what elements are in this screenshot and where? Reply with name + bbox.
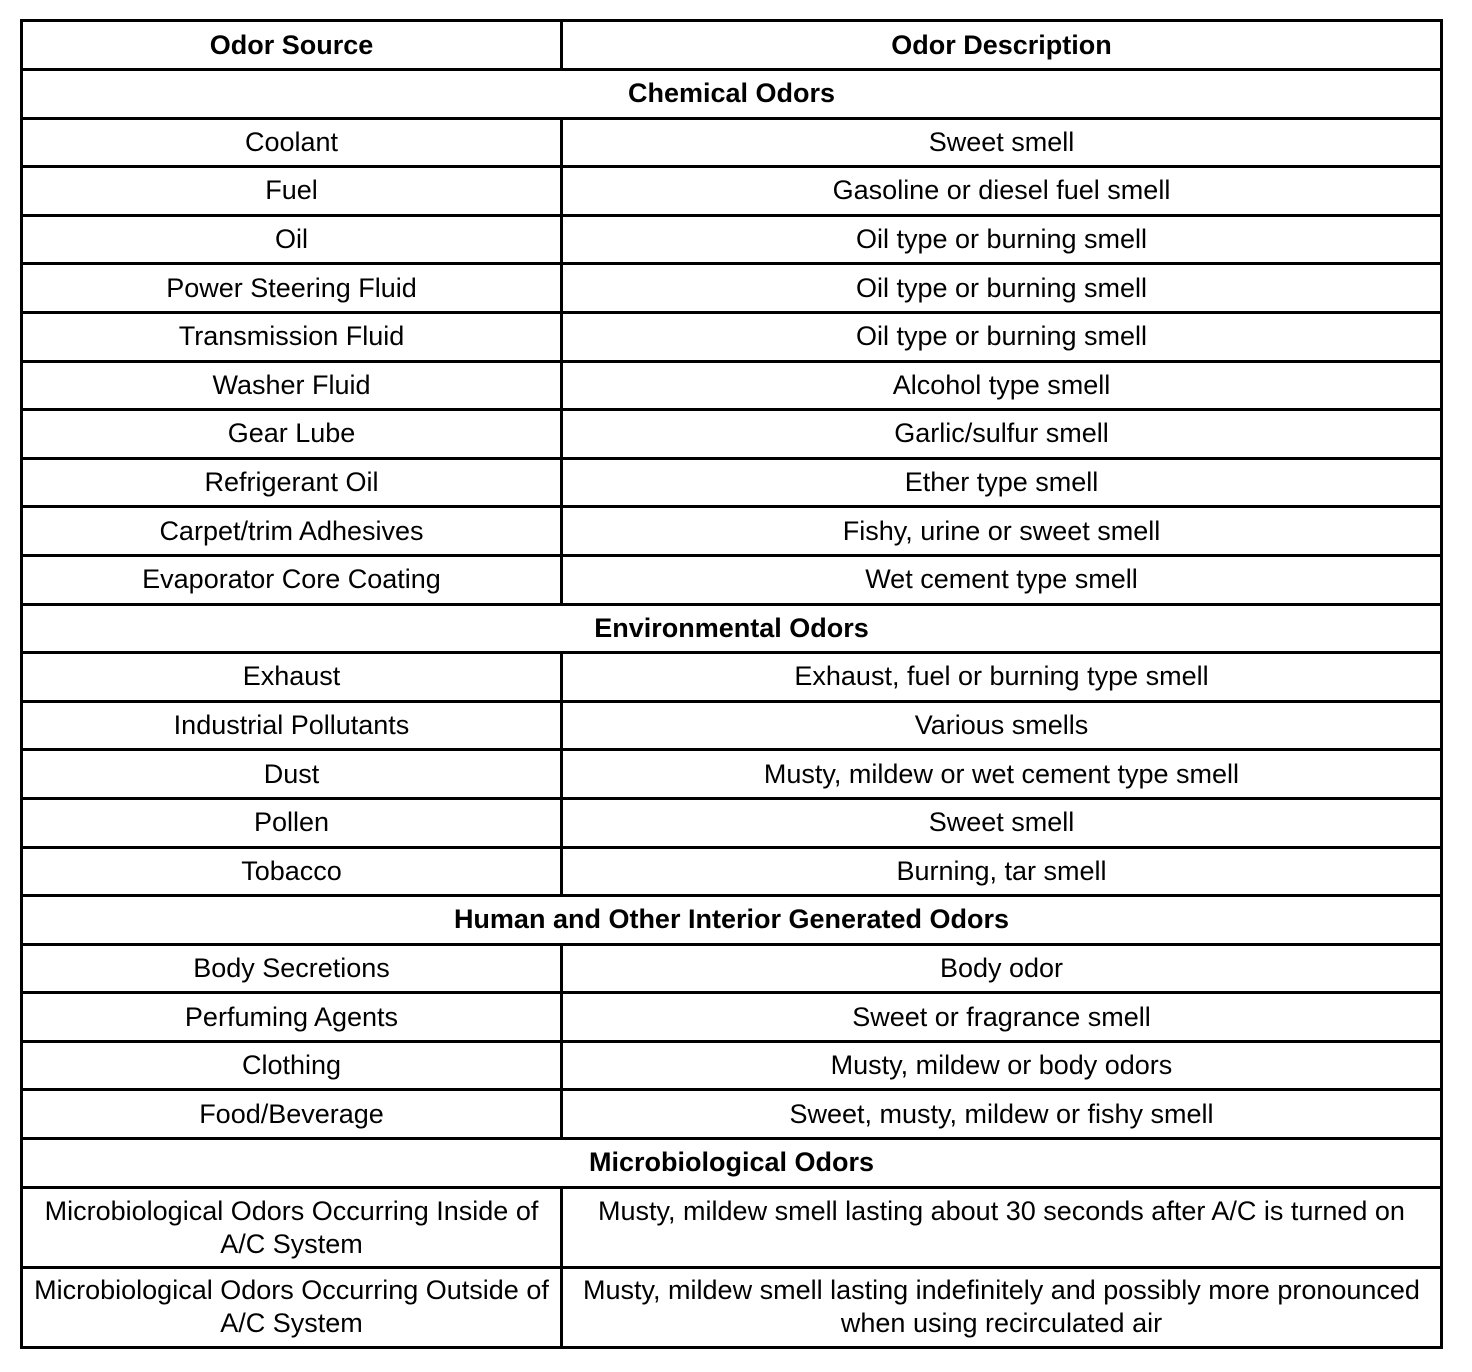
odor-source-cell: Carpet/trim Adhesives (22, 507, 562, 556)
table-row (22, 701, 1442, 750)
section-row (22, 896, 1442, 945)
section-title-environmental-odors: Environmental Odors (22, 604, 1442, 653)
odor-table (20, 19, 1443, 1349)
odor-description-cell: Gasoline or diesel fuel smell (562, 167, 1442, 216)
odor-source-cell: Pollen (22, 798, 562, 847)
section-title-chemical-odors: Chemical Odors (22, 70, 1442, 119)
table-row (22, 507, 1442, 556)
odor-description-cell: Musty, mildew or wet cement type smell (562, 750, 1442, 799)
odor-table-container (20, 19, 1440, 1349)
odor-description-cell: Body odor (562, 944, 1442, 993)
odor-source-cell: Dust (22, 750, 562, 799)
section-row (22, 1139, 1442, 1188)
odor-description-cell: Various smells (562, 701, 1442, 750)
odor-description-cell: Sweet smell (562, 118, 1442, 167)
odor-source-cell: Gear Lube (22, 410, 562, 459)
section-title-human-interior-odors: Human and Other Interior Generated Odors (22, 896, 1442, 945)
odor-source-cell: Exhaust (22, 653, 562, 702)
table-row (22, 1267, 1442, 1347)
table-row (22, 118, 1442, 167)
odor-source-cell: Washer Fluid (22, 361, 562, 410)
odor-description-cell: Oil type or burning smell (562, 215, 1442, 264)
odor-source-cell: Transmission Fluid (22, 312, 562, 361)
odor-source-cell: Microbiological Odors Occurring Inside of A/C System (22, 1187, 562, 1267)
header-row (22, 21, 1442, 70)
table-row (22, 361, 1442, 410)
odor-source-cell: Evaporator Core Coating (22, 555, 562, 604)
table-row (22, 555, 1442, 604)
table-row (22, 215, 1442, 264)
table-row (22, 993, 1442, 1042)
odor-description-cell: Burning, tar smell (562, 847, 1442, 896)
odor-description-cell: Musty, mildew smell lasting indefinitely and possibly more pronounced when using recirculated air (562, 1267, 1442, 1347)
section-row (22, 604, 1442, 653)
odor-source-cell: Refrigerant Oil (22, 458, 562, 507)
table-row (22, 1187, 1442, 1267)
odor-source-cell: Oil (22, 215, 562, 264)
odor-description-cell: Exhaust, fuel or burning type smell (562, 653, 1442, 702)
table-row (22, 847, 1442, 896)
table-row (22, 410, 1442, 459)
odor-description-cell: Sweet, musty, mildew or fishy smell (562, 1090, 1442, 1139)
column-header-odor-source: Odor Source (22, 21, 562, 70)
odor-description-cell: Sweet or fragrance smell (562, 993, 1442, 1042)
section-title-microbiological-odors: Microbiological Odors (22, 1139, 1442, 1188)
odor-description-cell: Musty, mildew smell lasting about 30 seconds after A/C is turned on (562, 1187, 1442, 1267)
table-row (22, 458, 1442, 507)
odor-description-cell: Garlic/sulfur smell (562, 410, 1442, 459)
section-row (22, 70, 1442, 119)
odor-source-cell: Tobacco (22, 847, 562, 896)
odor-description-cell: Oil type or burning smell (562, 264, 1442, 313)
table-row (22, 750, 1442, 799)
odor-description-cell: Wet cement type smell (562, 555, 1442, 604)
odor-source-cell: Clothing (22, 1041, 562, 1090)
odor-source-cell: Industrial Pollutants (22, 701, 562, 750)
odor-description-cell: Ether type smell (562, 458, 1442, 507)
odor-source-cell: Power Steering Fluid (22, 264, 562, 313)
table-row (22, 944, 1442, 993)
table-row (22, 312, 1442, 361)
odor-source-cell: Microbiological Odors Occurring Outside of A/C System (22, 1267, 562, 1347)
odor-source-cell: Coolant (22, 118, 562, 167)
odor-source-cell: Food/Beverage (22, 1090, 562, 1139)
column-header-odor-description: Odor Description (562, 21, 1442, 70)
odor-description-cell: Alcohol type smell (562, 361, 1442, 410)
table-row (22, 798, 1442, 847)
odor-description-cell: Musty, mildew or body odors (562, 1041, 1442, 1090)
table-row (22, 1041, 1442, 1090)
odor-description-cell: Sweet smell (562, 798, 1442, 847)
table-row (22, 653, 1442, 702)
odor-description-cell: Fishy, urine or sweet smell (562, 507, 1442, 556)
odor-description-cell: Oil type or burning smell (562, 312, 1442, 361)
odor-source-cell: Body Secretions (22, 944, 562, 993)
table-row (22, 167, 1442, 216)
odor-source-cell: Fuel (22, 167, 562, 216)
odor-source-cell: Perfuming Agents (22, 993, 562, 1042)
table-row (22, 264, 1442, 313)
table-row (22, 1090, 1442, 1139)
